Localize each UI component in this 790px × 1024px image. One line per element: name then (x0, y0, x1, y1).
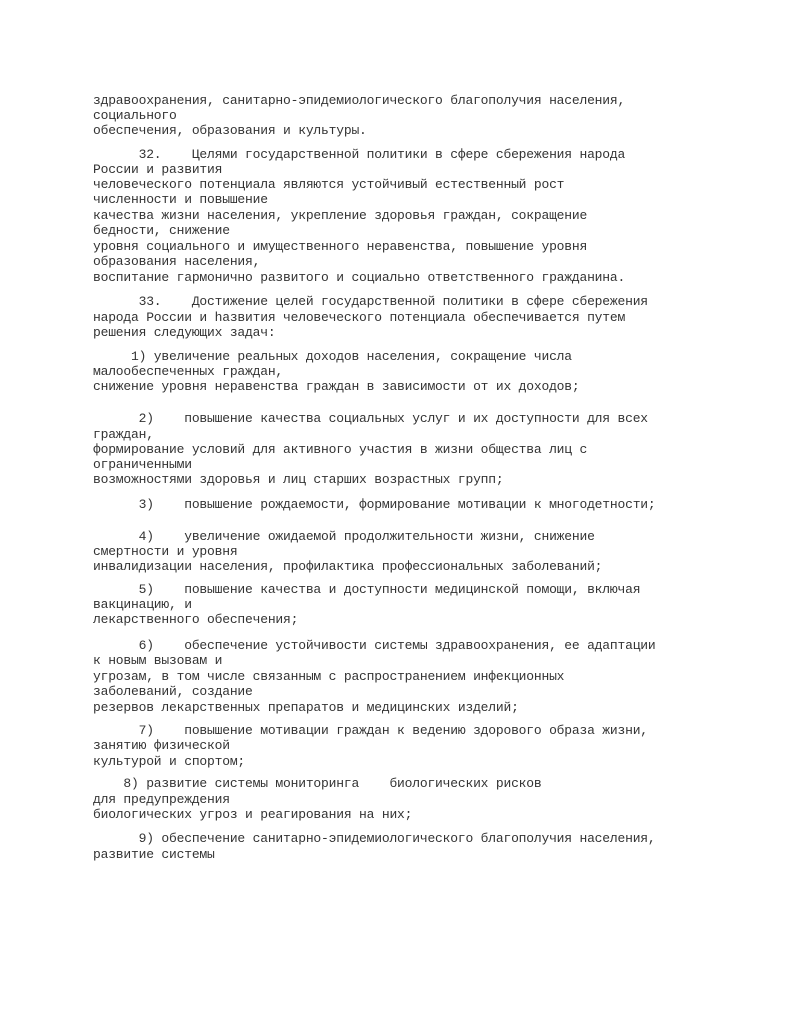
text-line: обеспечения, образования и культуры. (93, 123, 367, 138)
text-line: снижение уровня неравенства граждан в зависимости от их доходов; (93, 379, 580, 394)
text-line: решения следующих задач: (93, 325, 276, 340)
text-line: ограниченными (93, 457, 192, 472)
text-line: культурой и спортом; (93, 754, 246, 769)
paragraph-32-line: 32. Целями государственной политики в сфере сбережения народа (93, 147, 626, 162)
text-line: малообеспеченных граждан, (93, 364, 284, 379)
text-line: к новым вызовам и (93, 653, 223, 668)
text-line: уровня социального и имущественного неравенства, повышение уровня (93, 239, 588, 254)
text-line: смертности и уровня (93, 544, 238, 559)
text-line: бедности, снижение (93, 223, 230, 238)
text-line: человеческого потенциала являются устойчивый естественный рост (93, 177, 565, 192)
list-item-5-line: 5) повышение качества и доступности медицинской помощи, включая (93, 582, 641, 597)
text-line: возможностями здоровья и лиц старших возрастных групп; (93, 472, 504, 487)
list-item-9-line: 9) обеспечение санитарно-эпидемиологического благополучия населения, (93, 831, 656, 846)
text-line: численности и повышение (93, 192, 268, 207)
paragraph-33-line: 33. Достижение целей государственной политики в сфере сбережения (93, 294, 648, 309)
list-item-7-line: 7) повышение мотивации граждан к ведению здорового образа жизни, (93, 723, 648, 738)
text-line: народа России и hазвития человеческого потенциала обеспечивается путем (93, 310, 626, 325)
list-item-4-line: 4) увеличение ожидаемой продолжительности жизни, снижение (93, 529, 595, 544)
list-item-3-line: 3) повышение рождаемости, формирование мотивации к многодетности; (93, 497, 656, 512)
list-item-1-line: 1) увеличение реальных доходов населения, сокращение числа (93, 349, 572, 364)
text-line: формирование условий для активного участия в жизни общества лиц с (93, 442, 588, 457)
list-item-6-line: 6) обеспечение устойчивости системы здравоохранения, ее адаптации (93, 638, 656, 653)
text-line: для предупреждения (93, 792, 230, 807)
text-line: заболеваний, создание (93, 684, 253, 699)
text-line: угрозам, в том числе связанным с распространением инфекционных (93, 669, 565, 684)
text-line: занятию физической (93, 738, 230, 753)
list-item-8-line: 8) развитие системы мониторинга биологических рисков (93, 776, 542, 791)
text-line: качества жизни населения, укрепление здоровья граждан, сокращение (93, 208, 588, 223)
text-line: России и развития (93, 162, 223, 177)
text-line: инвалидизации населения, профилактика профессиональных заболеваний; (93, 559, 603, 574)
text-line: вакцинацию, и (93, 597, 192, 612)
text-line: граждан, (93, 427, 154, 442)
text-line: развитие системы (93, 847, 215, 862)
text-line: здравоохранения, санитарно-эпидемиологического благополучия населения, (93, 93, 626, 108)
list-item-2-line: 2) повышение качества социальных услуг и их доступности для всех (93, 411, 648, 426)
text-line: воспитание гармонично развитого и социально ответственного гражданина. (93, 270, 626, 285)
text-line: лекарственного обеспечения; (93, 612, 299, 627)
text-line: образования населения, (93, 254, 261, 269)
text-line: социального (93, 108, 177, 123)
text-line: резервов лекарственных препаратов и медицинских изделий; (93, 700, 519, 715)
text-line: биологических угроз и реагирования на них; (93, 807, 413, 822)
